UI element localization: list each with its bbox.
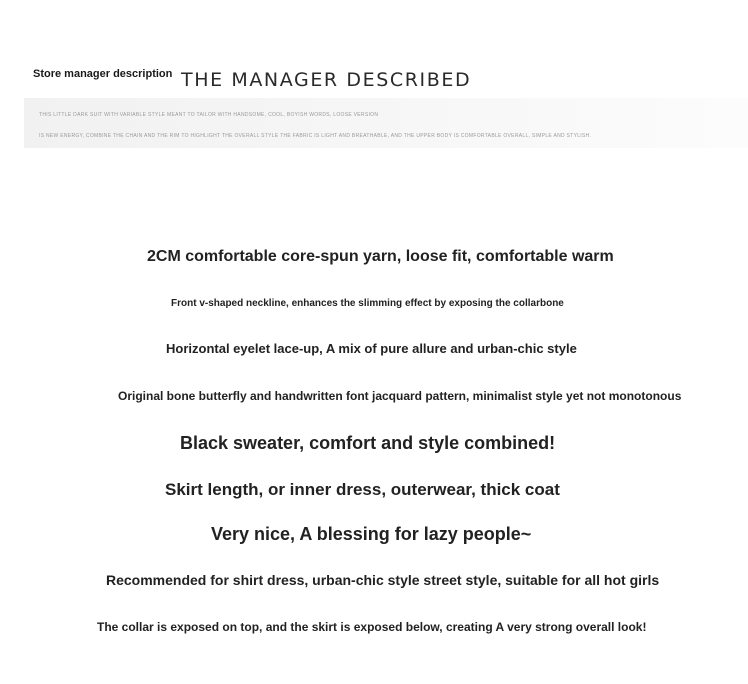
description-line-4: Original bone butterfly and handwritten font jacquard pattern, minimalist style yet not monotonous <box>118 389 682 403</box>
description-line-2: Front v-shaped neckline, enhances the slimming effect by exposing the collarbone <box>171 298 564 309</box>
description-line-9: The collar is exposed on top, and the skirt is exposed below, creating A very strong overall look! <box>97 620 647 634</box>
description-line-8: Recommended for shirt dress, urban-chic style street style, suitable for all hot girls <box>106 572 660 588</box>
faded-description-line: IS NEW ENERGY, COMBINE THE CHAIN AND THE RIM TO HIGHLIGHT THE OVERALL STYLE THE FABRIC IS LIGHT AND BREATHABLE, AND THE UPPER BODY IS COMFORTABLE OVERALL, SIMPLE AND STYLISH. <box>39 133 592 139</box>
description-line-7: Very nice, A blessing for lazy people~ <box>211 524 532 544</box>
description-line-1: 2CM comfortable core-spun yarn, loose fit, comfortable warm <box>147 248 614 265</box>
store-manager-label: Store manager description <box>33 68 173 80</box>
section-title: THE MANAGER DESCRIBED <box>181 69 472 91</box>
faded-description-line: THIS LITTLE DARK SUIT WITH VARIABLE STYLE MEANT TO TAILOR WITH HANDSOME, COOL, BOYISH WORDS, LOOSE VERSION <box>39 112 379 118</box>
description-line-5: Black sweater, comfort and style combined! <box>180 433 556 453</box>
description-line-3: Horizontal eyelet lace-up, A mix of pure allure and urban-chic style <box>166 341 577 356</box>
description-line-6: Skirt length, or inner dress, outerwear, thick coat <box>165 480 560 499</box>
faded-description-band <box>24 98 748 148</box>
